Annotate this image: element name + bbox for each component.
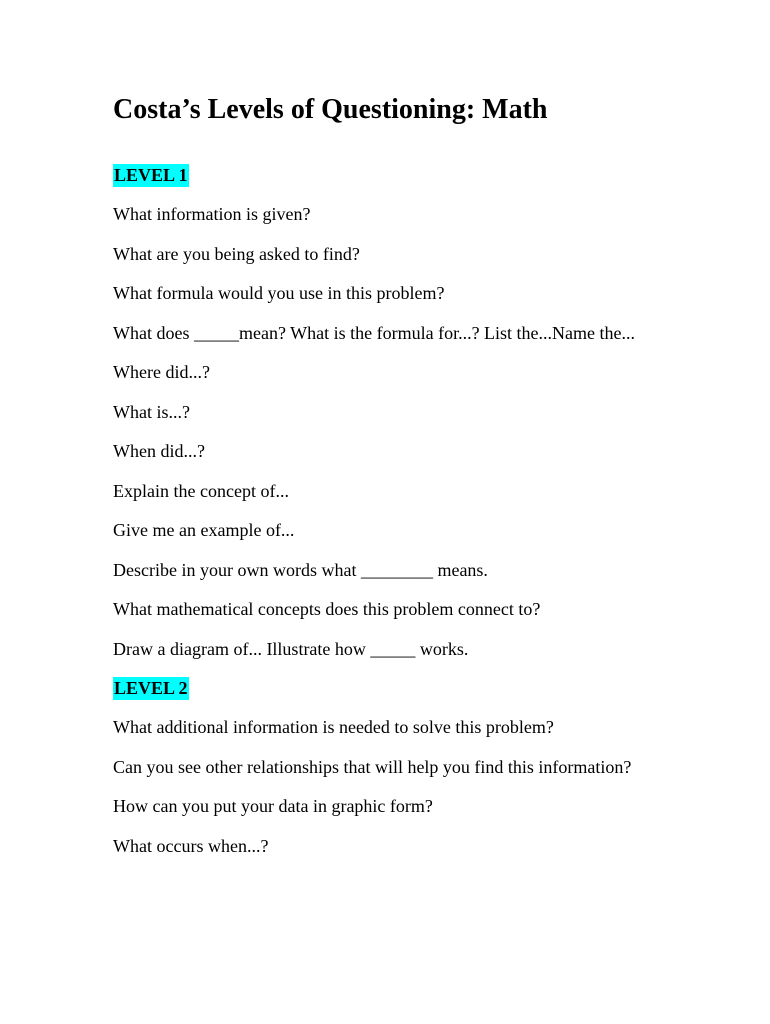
question-item: Describe in your own words what ________ means.: [113, 559, 488, 580]
question-item: What are you being asked to find?: [113, 243, 360, 264]
question-item: What formula would you use in this problem?: [113, 283, 445, 303]
question-item: Explain the concept of...: [113, 480, 289, 501]
question-item: What occurs when...?: [113, 835, 269, 856]
question-item: What is...?: [113, 401, 190, 422]
question-item: Can you see other relationships that will help you find this information?: [113, 756, 632, 777]
page-title: Costa’s Levels of Questioning: Math: [113, 94, 548, 125]
question-item: What mathematical concepts does this problem connect to?: [113, 599, 541, 619]
question-item: What information is given?: [113, 204, 311, 224]
question-item: Where did...?: [113, 362, 210, 382]
question-item: When did...?: [113, 441, 205, 461]
document-page: [113, 92, 673, 874]
level-2-section: [113, 677, 673, 858]
level-1-section: [113, 164, 673, 661]
question-item: What additional information is needed to solve this problem?: [113, 717, 554, 737]
level-1-heading: LEVEL 1: [114, 165, 188, 185]
question-item: How can you put your data in graphic form?: [113, 796, 433, 816]
question-item: Give me an example of...: [113, 520, 295, 540]
question-item: Draw a diagram of... Illustrate how _____ works.: [113, 638, 469, 659]
question-item: What does _____mean? What is the formula for...? List the...Name the...: [113, 322, 636, 343]
level-2-heading: LEVEL 2: [114, 678, 188, 698]
